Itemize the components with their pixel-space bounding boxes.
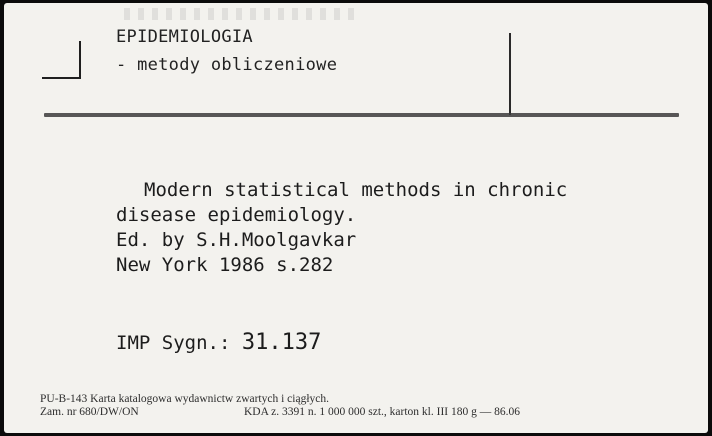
- vertical-divider: [509, 33, 511, 115]
- editor-line: Ed. by S.H.Moolgavkar: [116, 229, 357, 251]
- show-through-stain: [124, 8, 354, 20]
- shelfmark: [116, 330, 321, 355]
- subject-heading: EPIDEMIOLOGIA: [116, 27, 253, 47]
- title-line-2: disease epidemiology.: [116, 204, 357, 226]
- horizontal-divider: [44, 113, 679, 117]
- subject-subheading: - metody obliczeniowe: [116, 55, 338, 75]
- footer-print-line: [40, 406, 520, 418]
- shelfmark-number: 31.137: [241, 330, 322, 355]
- footer-print-info: KDA z. 3391 n. 1 000 000 szt., karton kl. III 180 g — 86.06: [244, 406, 520, 418]
- catalog-card: [4, 3, 708, 433]
- corner-mark-horizontal: [42, 77, 80, 79]
- title-line-1: Modern statistical methods in chronic: [144, 179, 568, 201]
- footer-order-number: Zam. nr 680/DW/ON: [40, 406, 139, 418]
- shelfmark-label: IMP Sygn.:: [116, 332, 231, 354]
- imprint-line: New York 1986 s.282: [116, 254, 334, 276]
- corner-mark-vertical: [79, 41, 81, 79]
- footer-form-line: PU-B-143 Karta katalogowa wydawnictw zwartych i ciągłych.: [40, 393, 330, 405]
